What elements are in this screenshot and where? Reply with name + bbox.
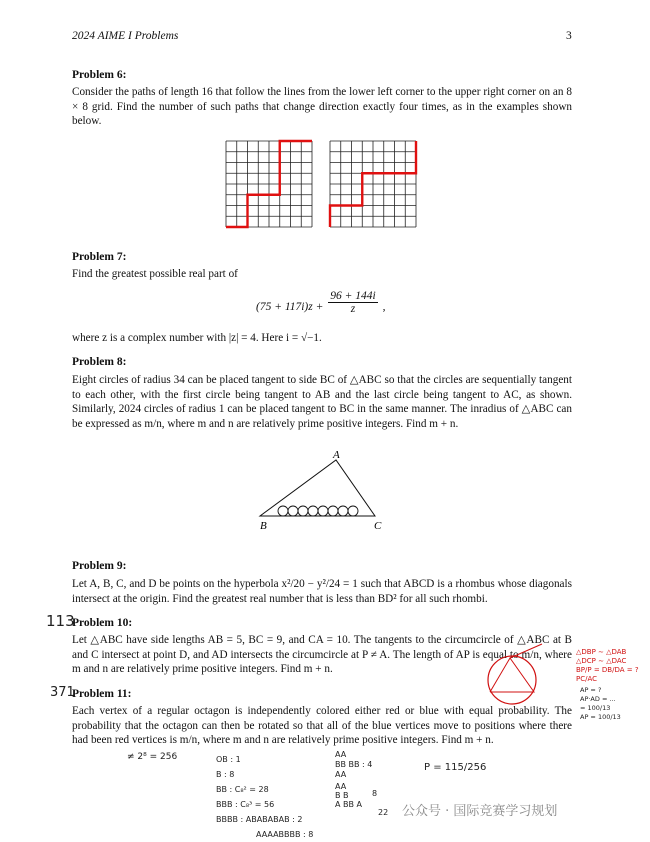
aa2-line-3: A BB A bbox=[335, 800, 363, 809]
grid-left bbox=[226, 141, 312, 227]
problem-6-text: Consider the paths of length 16 that follow the lines from the lower left corner to the upper right corner on an 8 × 8 grid. Find the number of such paths that change direction exactly four times, as in the examples shown below. bbox=[72, 86, 572, 128]
label-b: B bbox=[260, 520, 267, 532]
red-note-4: PC/AC bbox=[576, 675, 598, 683]
expr-tail: , bbox=[382, 301, 386, 313]
handwritten-side-notes bbox=[580, 686, 646, 722]
problem-8-title: Problem 8: bbox=[72, 356, 127, 368]
expr-numerator: 96 + 144i bbox=[330, 290, 376, 302]
watermark: 公众号 · 国际竞赛学习规划 bbox=[402, 804, 558, 819]
handwritten-probability: P = 115/256 bbox=[424, 762, 487, 773]
handwritten-aa-block-2 bbox=[335, 782, 362, 809]
problem-10-handwritten-answer: 113 bbox=[46, 612, 75, 630]
red-note-1: △DBP ∼ △DAB bbox=[576, 648, 627, 656]
handwritten-cases bbox=[216, 752, 313, 842]
aa-line-1: AA bbox=[335, 750, 347, 759]
problem-10-text: Let △ABC have side lengths AB = 5, BC = 9, and CA = 10. The tangents to the circumcircle of △ABC at B and C intersect at point D, and AD intersects the circumcircle at P ≠ A. The length of AP is equal to m/n, where m and n are relatively prime positive integers. Find m + n. bbox=[72, 634, 572, 676]
expr-denominator: z bbox=[350, 303, 356, 315]
problem-11-title: Problem 11: bbox=[72, 688, 132, 700]
problem-7-text2: where z is a complex number with |z| = 4. Here i = √−1. bbox=[72, 332, 322, 344]
side-note-4: AP = 100/13 bbox=[580, 713, 621, 721]
problem-8-text: Eight circles of radius 34 can be placed tangent to side BC of △ABC so that the circles are sequentially tangent to each other, with the first circle being tangent to AB and the last circle being tangent to AC, as shown. Similarly, 2024 circles of radius 1 can be placed tangent to BC in the same manner. The inradius of △ABC can be expressed as m/n, where m and n are relatively prime positive integers. Find m + n. bbox=[72, 374, 572, 430]
grid-right bbox=[330, 141, 416, 227]
red-note-3: BP/P = DB/DA = ? bbox=[576, 666, 639, 674]
problem-9-title: Problem 9: bbox=[72, 560, 127, 572]
case-line-2: B : 8 bbox=[216, 770, 235, 779]
problem-10-title: Problem 10: bbox=[72, 617, 133, 629]
handwritten-twentytwo: 22 bbox=[378, 808, 389, 817]
side-note-2: AP·AD = ... bbox=[580, 695, 616, 703]
aa2-line-1: AA bbox=[335, 782, 347, 791]
tangent-circles bbox=[278, 506, 358, 516]
path-grid-figures bbox=[224, 139, 420, 229]
case-line-1: OB : 1 bbox=[216, 755, 241, 764]
handwritten-total: ≠ 2⁸ = 256 bbox=[127, 752, 178, 762]
problem-7-text: Find the greatest possible real part of bbox=[72, 268, 238, 280]
handwritten-red-notes bbox=[576, 648, 648, 684]
page-header-title: 2024 AIME I Problems bbox=[72, 30, 179, 42]
side-note-3: = 100/13 bbox=[580, 704, 611, 712]
label-c: C bbox=[374, 520, 382, 532]
problem-11-text: Each vertex of a regular octagon is independently colored either red or blue with equal probability. The probability that the octagon can then be rotated so that all of the blue vertices move to positions where there had been red vertices is m/n, where m and n are relatively prime positive integers. Find m + n. bbox=[72, 705, 572, 747]
case-line-5: BBBB : ABABABAB : 2 bbox=[216, 815, 303, 824]
aa-line-3: AA bbox=[335, 770, 347, 779]
aa-line-2: BB BB : 4 bbox=[335, 760, 373, 769]
case-line-6: AAAABBBB : 8 bbox=[256, 830, 314, 839]
problem-9-text: Let A, B, C, and D be points on the hyperbola x²/20 − y²/24 = 1 such that ABCD is a rhombus whose diagonals intersect at the origin. Find the greatest real number that is less than BD² for all such rhombi. bbox=[72, 578, 572, 605]
problem-6-title: Problem 6: bbox=[72, 69, 127, 81]
problem-11-handwritten-answer: 371 bbox=[50, 685, 75, 700]
handwritten-eight: 8 bbox=[372, 789, 378, 798]
case-line-3: BB : C₈² = 28 bbox=[216, 785, 269, 794]
expr-left: (75 + 117i)z + bbox=[256, 301, 324, 313]
problem-7-title: Problem 7: bbox=[72, 251, 127, 263]
side-note-1: AP = ? bbox=[580, 686, 602, 694]
triangle-circles-figure bbox=[250, 446, 390, 534]
label-a: A bbox=[333, 449, 340, 461]
page-number: 3 bbox=[566, 30, 572, 42]
aa2-line-2: B B bbox=[335, 791, 349, 800]
handwritten-aa-block bbox=[335, 750, 372, 780]
problem-7-expression bbox=[256, 290, 385, 315]
red-note-2: △DCP ∼ △DAC bbox=[576, 657, 627, 665]
case-line-4: BBB : C₈³ = 56 bbox=[216, 800, 275, 809]
